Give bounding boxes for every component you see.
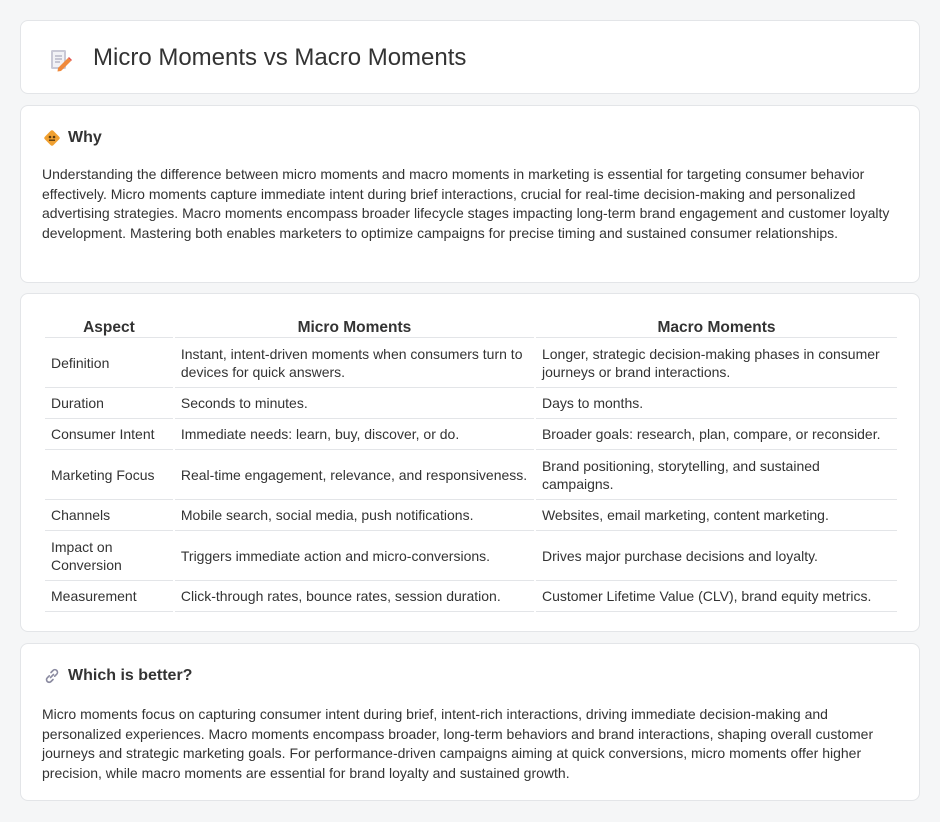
cell-micro: Triggers immediate action and micro-conversions. <box>175 531 534 581</box>
cell-aspect: Consumer Intent <box>45 419 173 450</box>
table-row <box>45 419 897 450</box>
cell-macro: Websites, email marketing, content marketing. <box>536 500 897 531</box>
table-row <box>45 531 897 581</box>
header-micro: Micro Moments <box>175 314 534 338</box>
cell-aspect: Impact on Conversion <box>45 531 173 581</box>
header-macro: Macro Moments <box>536 314 897 338</box>
why-title: Why <box>68 129 102 146</box>
diamond-sign-icon <box>43 129 61 147</box>
table-row <box>45 581 897 612</box>
better-heading <box>43 666 192 686</box>
cell-micro: Immediate needs: learn, buy, discover, or do. <box>175 419 534 450</box>
table-row <box>45 450 897 500</box>
document-edit-icon <box>47 47 73 73</box>
cell-micro: Click-through rates, bounce rates, session duration. <box>175 581 534 612</box>
table-row <box>45 388 897 419</box>
title-card <box>20 20 920 94</box>
cell-micro: Instant, intent-driven moments when consumers turn to devices for quick answers. <box>175 338 534 388</box>
why-heading <box>43 128 102 148</box>
cell-aspect: Duration <box>45 388 173 419</box>
cell-micro: Seconds to minutes. <box>175 388 534 419</box>
cell-macro: Drives major purchase decisions and loyalty. <box>536 531 897 581</box>
better-title: Which is better? <box>68 667 193 684</box>
cell-aspect: Marketing Focus <box>45 450 173 500</box>
cell-micro: Real-time engagement, relevance, and responsiveness. <box>175 450 534 500</box>
which-is-better-section <box>20 643 920 801</box>
page-title: Micro Moments vs Macro Moments <box>93 44 467 71</box>
why-text: Understanding the difference between micro moments and macro moments in marketing is essential for targeting consumer behavior effectively. Micro moments capture immediate intent during brief interactions, crucial for real-time decision-making and personalized advertising strategies. Macro moments encompass broader lifecycle stages impacting long-term brand engagement and customer loyalty development. Mastering both enables marketers to optimize campaigns for precise timing and sustained consumer relationships. <box>42 166 890 241</box>
table-row <box>45 338 897 388</box>
better-text: Micro moments focus on capturing consumer intent during brief, intent-rich interactions, driving immediate decision-making and personalized experiences. Macro moments encompass broader, long-term behaviors and brand interactions, shaping overall customer journeys and strategic marketing goals. For performance-driven campaigns aiming at quick conversions, micro moments offer higher precision, while macro moments are essential for brand loyalty and sustained growth. <box>42 706 874 781</box>
comparison-table <box>43 314 899 612</box>
cell-macro: Broader goals: research, plan, compare, or reconsider. <box>536 419 897 450</box>
table-row <box>45 500 897 531</box>
link-icon <box>43 667 61 685</box>
cell-aspect: Measurement <box>45 581 173 612</box>
cell-macro: Days to months. <box>536 388 897 419</box>
header-aspect: Aspect <box>45 314 173 338</box>
why-section <box>20 105 920 283</box>
table-header-row <box>45 314 897 338</box>
cell-macro: Longer, strategic decision-making phases in consumer journeys or brand interactions. <box>536 338 897 388</box>
cell-macro: Brand positioning, storytelling, and sustained campaigns. <box>536 450 897 500</box>
cell-micro: Mobile search, social media, push notifications. <box>175 500 534 531</box>
cell-aspect: Channels <box>45 500 173 531</box>
cell-aspect: Definition <box>45 338 173 388</box>
comparison-table-card <box>20 293 920 632</box>
cell-macro: Customer Lifetime Value (CLV), brand equity metrics. <box>536 581 897 612</box>
